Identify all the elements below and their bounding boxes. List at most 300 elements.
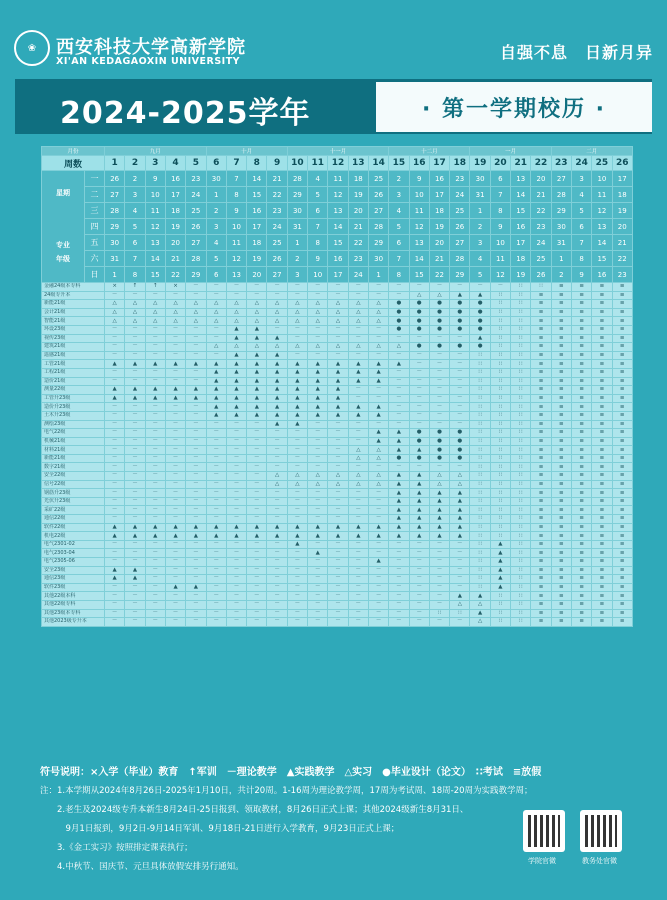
note-line: 注：1.本学期从2024年8月26日-2025年1月10日，共计20周。1-16周为理论教学周，17周为考试周、18周-20周为实践教学周； <box>40 786 533 796</box>
schedule-cell: ≡ <box>592 506 612 515</box>
schedule-cell: － <box>308 600 328 609</box>
schedule-cell: ▲ <box>105 523 125 532</box>
schedule-cell: － <box>206 600 226 609</box>
schedule-cell: ● <box>409 454 429 463</box>
schedule-cell: ▲ <box>206 403 226 412</box>
week-number: 4 <box>165 156 185 171</box>
schedule-cell: － <box>206 592 226 601</box>
schedule-cell: ∷ <box>511 351 531 360</box>
schedule-cell: ▲ <box>308 532 328 541</box>
schedule-cell: ∷ <box>511 454 531 463</box>
schedule-cell: ∷ <box>490 291 510 300</box>
schedule-cell: － <box>368 291 388 300</box>
schedule-cell: ▲ <box>206 377 226 386</box>
schedule-cell: ● <box>389 300 409 309</box>
schedule-cell: △ <box>145 308 165 317</box>
schedule-cell: ▲ <box>287 368 307 377</box>
note-line: 4.中秋节、国庆节、元旦具体放假安排另行通知。 <box>40 862 244 872</box>
schedule-cell: ∷ <box>511 300 531 309</box>
schedule-cell: ≡ <box>571 609 591 618</box>
schedule-cell: － <box>409 566 429 575</box>
schedule-cell: － <box>165 549 185 558</box>
schedule-cell: ∷ <box>490 600 510 609</box>
academic-year-title: 2024-2025学年 <box>60 96 311 131</box>
schedule-cell: ▲ <box>226 368 246 377</box>
schedule-cell: ≡ <box>571 540 591 549</box>
schedule-cell: － <box>490 283 510 292</box>
schedule-cell: － <box>429 377 449 386</box>
schedule-cell: ≡ <box>612 437 632 446</box>
schedule-cell: － <box>165 515 185 524</box>
schedule-cell: ▲ <box>348 523 368 532</box>
date-cell: 18 <box>511 251 531 267</box>
schedule-cell: ● <box>429 308 449 317</box>
weekday-label: 四 <box>85 219 105 235</box>
schedule-cell: ≡ <box>551 343 571 352</box>
schedule-cell: － <box>328 454 348 463</box>
schedule-cell: － <box>348 283 368 292</box>
schedule-cell: ▲ <box>409 532 429 541</box>
schedule-cell: ≡ <box>531 523 551 532</box>
schedule-cell: ≡ <box>571 386 591 395</box>
schedule-cell: － <box>287 489 307 498</box>
schedule-cell: △ <box>247 308 267 317</box>
schedule-cell: ∷ <box>511 386 531 395</box>
schedule-cell: ● <box>429 454 449 463</box>
date-cell: 28 <box>186 251 206 267</box>
schedule-cell: ▲ <box>429 532 449 541</box>
schedule-cell: － <box>267 283 287 292</box>
week-number: 26 <box>612 156 632 171</box>
schedule-cell: － <box>247 472 267 481</box>
week-number: 10 <box>287 156 307 171</box>
schedule-cell: △ <box>125 308 145 317</box>
schedule-cell: ▲ <box>389 489 409 498</box>
schedule-cell: △ <box>145 300 165 309</box>
date-cell: 3 <box>389 187 409 203</box>
date-cell: 29 <box>105 219 125 235</box>
schedule-cell: △ <box>348 300 368 309</box>
schedule-cell: － <box>165 325 185 334</box>
date-cell: 12 <box>328 187 348 203</box>
schedule-cell: － <box>267 558 287 567</box>
date-cell: 2 <box>551 267 571 283</box>
schedule-cell: ≡ <box>531 583 551 592</box>
schedule-cell: △ <box>308 300 328 309</box>
schedule-cell: － <box>145 540 165 549</box>
schedule-cell: ▲ <box>308 368 328 377</box>
date-cell: 24 <box>450 187 470 203</box>
schedule-cell: ▲ <box>308 386 328 395</box>
schedule-cell: － <box>165 575 185 584</box>
schedule-cell: － <box>389 600 409 609</box>
schedule-cell: ≡ <box>592 540 612 549</box>
schedule-cell: ≡ <box>531 480 551 489</box>
schedule-cell: ▲ <box>470 291 490 300</box>
schedule-cell: ≡ <box>531 394 551 403</box>
schedule-cell: － <box>247 549 267 558</box>
schedule-cell: － <box>308 454 328 463</box>
schedule-cell: ▲ <box>145 394 165 403</box>
date-cell: 18 <box>165 203 185 219</box>
schedule-cell: ≡ <box>612 334 632 343</box>
schedule-cell: ● <box>409 325 429 334</box>
schedule-cell: ≡ <box>592 618 612 627</box>
schedule-cell: ≡ <box>571 592 591 601</box>
schedule-cell: ▲ <box>125 394 145 403</box>
schedule-cell: ▲ <box>186 583 206 592</box>
date-cell: 23 <box>531 219 551 235</box>
schedule-cell: ∷ <box>490 523 510 532</box>
schedule-cell: － <box>389 351 409 360</box>
schedule-cell: ≡ <box>612 317 632 326</box>
schedule-cell: － <box>186 566 206 575</box>
major-row-label: 智能21级 <box>42 317 105 326</box>
schedule-cell: － <box>125 437 145 446</box>
schedule-cell: △ <box>226 343 246 352</box>
schedule-cell: ≡ <box>612 420 632 429</box>
schedule-cell: － <box>308 283 328 292</box>
schedule-cell: ≡ <box>571 480 591 489</box>
week-number: 6 <box>206 156 226 171</box>
schedule-cell: ≡ <box>592 411 612 420</box>
date-cell: 11 <box>592 187 612 203</box>
schedule-cell: △ <box>348 308 368 317</box>
schedule-cell: △ <box>287 300 307 309</box>
schedule-cell: ▲ <box>308 360 328 369</box>
major-row-label: 钢筋升23级 <box>42 489 105 498</box>
date-cell: 11 <box>328 171 348 187</box>
schedule-cell: ∷ <box>511 317 531 326</box>
schedule-cell: △ <box>186 317 206 326</box>
schedule-cell: ∷ <box>490 377 510 386</box>
schedule-cell: － <box>226 583 246 592</box>
schedule-cell: － <box>450 283 470 292</box>
schedule-cell: － <box>125 429 145 438</box>
schedule-cell: － <box>389 618 409 627</box>
schedule-cell: ≡ <box>592 386 612 395</box>
schedule-cell: ≡ <box>531 386 551 395</box>
week-number: 24 <box>571 156 591 171</box>
date-cell: 1 <box>368 267 388 283</box>
qr-code-icon <box>523 810 565 852</box>
grade-major-label <box>42 171 85 283</box>
schedule-cell: － <box>186 463 206 472</box>
date-cell: 10 <box>226 219 246 235</box>
schedule-cell: － <box>125 291 145 300</box>
schedule-cell: － <box>409 592 429 601</box>
schedule-cell: ≡ <box>592 549 612 558</box>
schedule-cell: － <box>145 291 165 300</box>
date-cell: 19 <box>247 251 267 267</box>
schedule-cell: － <box>409 283 429 292</box>
schedule-cell: － <box>368 283 388 292</box>
week-number: 16 <box>409 156 429 171</box>
schedule-cell: － <box>308 351 328 360</box>
schedule-cell: ▲ <box>490 583 510 592</box>
schedule-cell: － <box>328 558 348 567</box>
schedule-cell: － <box>287 291 307 300</box>
date-cell: 18 <box>429 203 449 219</box>
schedule-cell: △ <box>308 308 328 317</box>
schedule-cell: － <box>389 283 409 292</box>
schedule-cell: ≡ <box>551 497 571 506</box>
schedule-cell: － <box>308 463 328 472</box>
major-row-label: 软件23级 <box>42 583 105 592</box>
schedule-cell: ▲ <box>247 334 267 343</box>
schedule-cell: △ <box>429 480 449 489</box>
schedule-cell: ▲ <box>348 360 368 369</box>
schedule-cell: ≡ <box>571 429 591 438</box>
date-cell: 18 <box>348 171 368 187</box>
schedule-cell: ▲ <box>287 386 307 395</box>
schedule-cell: ∷ <box>511 600 531 609</box>
schedule-cell: － <box>389 592 409 601</box>
weekday-header-label: 星期 <box>56 188 70 197</box>
schedule-cell: ▲ <box>490 566 510 575</box>
note-line: 3.《金工实习》按照排定课表执行； <box>40 843 193 853</box>
major-row-label: 其他2023级专升本 <box>42 618 105 627</box>
schedule-cell: ∷ <box>511 575 531 584</box>
schedule-cell: ≡ <box>531 506 551 515</box>
schedule-cell: △ <box>328 343 348 352</box>
schedule-cell: ● <box>429 343 449 352</box>
date-cell: 10 <box>592 171 612 187</box>
schedule-cell: － <box>389 411 409 420</box>
date-cell: 26 <box>267 251 287 267</box>
date-cell: 19 <box>429 219 449 235</box>
schedule-cell: △ <box>206 343 226 352</box>
schedule-cell: － <box>247 420 267 429</box>
schedule-cell: － <box>105 497 125 506</box>
schedule-cell: － <box>308 437 328 446</box>
schedule-cell: △ <box>348 343 368 352</box>
schedule-cell: ≡ <box>531 360 551 369</box>
schedule-cell: ▲ <box>247 377 267 386</box>
schedule-cell: △ <box>186 300 206 309</box>
major-row-label: 环设23级 <box>42 325 105 334</box>
schedule-cell: ∷ <box>511 334 531 343</box>
schedule-cell: ● <box>450 429 470 438</box>
schedule-cell: ≡ <box>592 325 612 334</box>
date-cell: 25 <box>368 171 388 187</box>
schedule-cell: ▲ <box>267 377 287 386</box>
schedule-cell: － <box>206 472 226 481</box>
schedule-cell: － <box>186 558 206 567</box>
schedule-cell: － <box>247 540 267 549</box>
schedule-cell: △ <box>267 343 287 352</box>
weekday-label: 一 <box>85 171 105 187</box>
schedule-cell: ∷ <box>490 429 510 438</box>
schedule-cell: ≡ <box>571 351 591 360</box>
schedule-cell: ▲ <box>206 394 226 403</box>
schedule-cell: ∷ <box>490 368 510 377</box>
schedule-cell: △ <box>328 308 348 317</box>
schedule-cell: － <box>348 575 368 584</box>
schedule-cell: ≡ <box>551 592 571 601</box>
schedule-cell: ≡ <box>551 300 571 309</box>
date-cell: 1 <box>105 267 125 283</box>
schedule-cell: ▲ <box>429 497 449 506</box>
schedule-cell: ∷ <box>470 411 490 420</box>
major-row-label: 工管升23级 <box>42 394 105 403</box>
date-cell: 12 <box>145 219 165 235</box>
schedule-cell: － <box>267 540 287 549</box>
schedule-cell: － <box>105 343 125 352</box>
schedule-cell: － <box>145 403 165 412</box>
schedule-cell: ≡ <box>551 540 571 549</box>
qr-code-icon <box>580 810 622 852</box>
schedule-cell: ∷ <box>511 506 531 515</box>
schedule-cell: － <box>165 558 185 567</box>
schedule-cell: － <box>287 437 307 446</box>
schedule-cell: ▲ <box>165 386 185 395</box>
schedule-cell: ≡ <box>571 437 591 446</box>
schedule-cell: － <box>287 454 307 463</box>
date-cell: 21 <box>267 171 287 187</box>
schedule-cell: － <box>105 600 125 609</box>
schedule-cell: － <box>368 575 388 584</box>
schedule-cell: － <box>247 575 267 584</box>
schedule-cell: － <box>287 351 307 360</box>
schedule-cell: － <box>186 343 206 352</box>
schedule-cell: ▲ <box>145 360 165 369</box>
schedule-cell: △ <box>470 600 490 609</box>
major-row-label: 电气22级 <box>42 429 105 438</box>
schedule-cell: ∷ <box>490 394 510 403</box>
university-logo-icon: ❀ <box>14 30 50 66</box>
week-number: 14 <box>368 156 388 171</box>
schedule-cell: － <box>389 334 409 343</box>
schedule-cell: ▲ <box>206 523 226 532</box>
schedule-cell: ≡ <box>592 377 612 386</box>
schedule-cell: △ <box>267 300 287 309</box>
schedule-cell: ● <box>450 446 470 455</box>
schedule-cell: － <box>206 420 226 429</box>
schedule-cell: － <box>267 437 287 446</box>
schedule-cell: － <box>389 394 409 403</box>
schedule-cell: ▲ <box>226 403 246 412</box>
schedule-cell: ∷ <box>511 540 531 549</box>
schedule-cell: ≡ <box>551 480 571 489</box>
schedule-cell: ∷ <box>470 437 490 446</box>
schedule-cell: － <box>186 489 206 498</box>
schedule-cell: － <box>348 600 368 609</box>
schedule-cell: － <box>267 609 287 618</box>
schedule-cell: ∷ <box>511 429 531 438</box>
schedule-cell: ▲ <box>409 489 429 498</box>
schedule-cell: － <box>165 437 185 446</box>
schedule-cell: ∷ <box>470 497 490 506</box>
date-cell: 23 <box>186 171 206 187</box>
schedule-cell: － <box>226 618 246 627</box>
date-cell: 20 <box>531 171 551 187</box>
schedule-cell: ≡ <box>592 523 612 532</box>
schedule-cell: ▲ <box>247 386 267 395</box>
schedule-cell: ∷ <box>511 609 531 618</box>
schedule-cell: △ <box>145 317 165 326</box>
schedule-cell: － <box>450 403 470 412</box>
major-row-label: 机电22级 <box>42 532 105 541</box>
schedule-cell: ▲ <box>389 532 409 541</box>
schedule-cell: ∷ <box>470 532 490 541</box>
schedule-cell: ▲ <box>105 386 125 395</box>
schedule-cell: ≡ <box>531 463 551 472</box>
schedule-cell: ▲ <box>368 558 388 567</box>
schedule-cell: ▲ <box>287 360 307 369</box>
schedule-cell: ● <box>450 300 470 309</box>
schedule-cell: ▲ <box>287 403 307 412</box>
schedule-cell: － <box>368 600 388 609</box>
schedule-cell: ● <box>450 454 470 463</box>
schedule-cell: ▲ <box>328 532 348 541</box>
major-row-label: 其他22级专科 <box>42 600 105 609</box>
major-grade-label: 专业 年级 <box>56 240 70 263</box>
schedule-cell: ≡ <box>592 592 612 601</box>
date-cell: 16 <box>247 203 267 219</box>
schedule-cell: － <box>287 283 307 292</box>
schedule-cell: － <box>145 343 165 352</box>
schedule-cell: ≡ <box>571 283 591 292</box>
schedule-cell: ▲ <box>389 446 409 455</box>
schedule-cell: △ <box>287 472 307 481</box>
schedule-cell: － <box>145 420 165 429</box>
schedule-cell: ≡ <box>612 368 632 377</box>
schedule-cell: ▲ <box>368 532 388 541</box>
schedule-cell: ▲ <box>247 360 267 369</box>
schedule-cell: ≡ <box>612 454 632 463</box>
schedule-cell: ≡ <box>612 515 632 524</box>
date-cell: 13 <box>328 203 348 219</box>
schedule-cell: － <box>186 325 206 334</box>
schedule-cell: ≡ <box>612 583 632 592</box>
date-cell: 4 <box>125 203 145 219</box>
schedule-cell: ▲ <box>389 480 409 489</box>
schedule-cell: ≡ <box>571 523 591 532</box>
schedule-cell: ≡ <box>571 377 591 386</box>
schedule-cell: △ <box>368 472 388 481</box>
schedule-cell: － <box>348 506 368 515</box>
schedule-cell: － <box>287 575 307 584</box>
schedule-cell: ∷ <box>470 549 490 558</box>
schedule-cell: ≡ <box>571 420 591 429</box>
schedule-cell: － <box>226 506 246 515</box>
schedule-cell: － <box>206 558 226 567</box>
schedule-cell: － <box>450 583 470 592</box>
schedule-cell: － <box>105 377 125 386</box>
schedule-cell: － <box>145 489 165 498</box>
schedule-cell: ≡ <box>551 403 571 412</box>
date-cell: 25 <box>531 251 551 267</box>
schedule-cell: － <box>105 506 125 515</box>
schedule-cell: ≡ <box>612 411 632 420</box>
date-cell: 16 <box>429 171 449 187</box>
schedule-cell: － <box>186 403 206 412</box>
schedule-cell: ▲ <box>409 523 429 532</box>
schedule-cell: ▲ <box>368 429 388 438</box>
major-row-label: 数字21级 <box>42 463 105 472</box>
major-row-label: 视传23级 <box>42 334 105 343</box>
schedule-cell: ▲ <box>267 523 287 532</box>
schedule-cell: － <box>186 420 206 429</box>
schedule-cell: ≡ <box>612 360 632 369</box>
date-cell: 27 <box>105 187 125 203</box>
schedule-cell: △ <box>368 480 388 489</box>
date-cell: 27 <box>551 171 571 187</box>
schedule-cell: ● <box>470 300 490 309</box>
schedule-cell: － <box>145 334 165 343</box>
schedule-cell: ≡ <box>551 377 571 386</box>
